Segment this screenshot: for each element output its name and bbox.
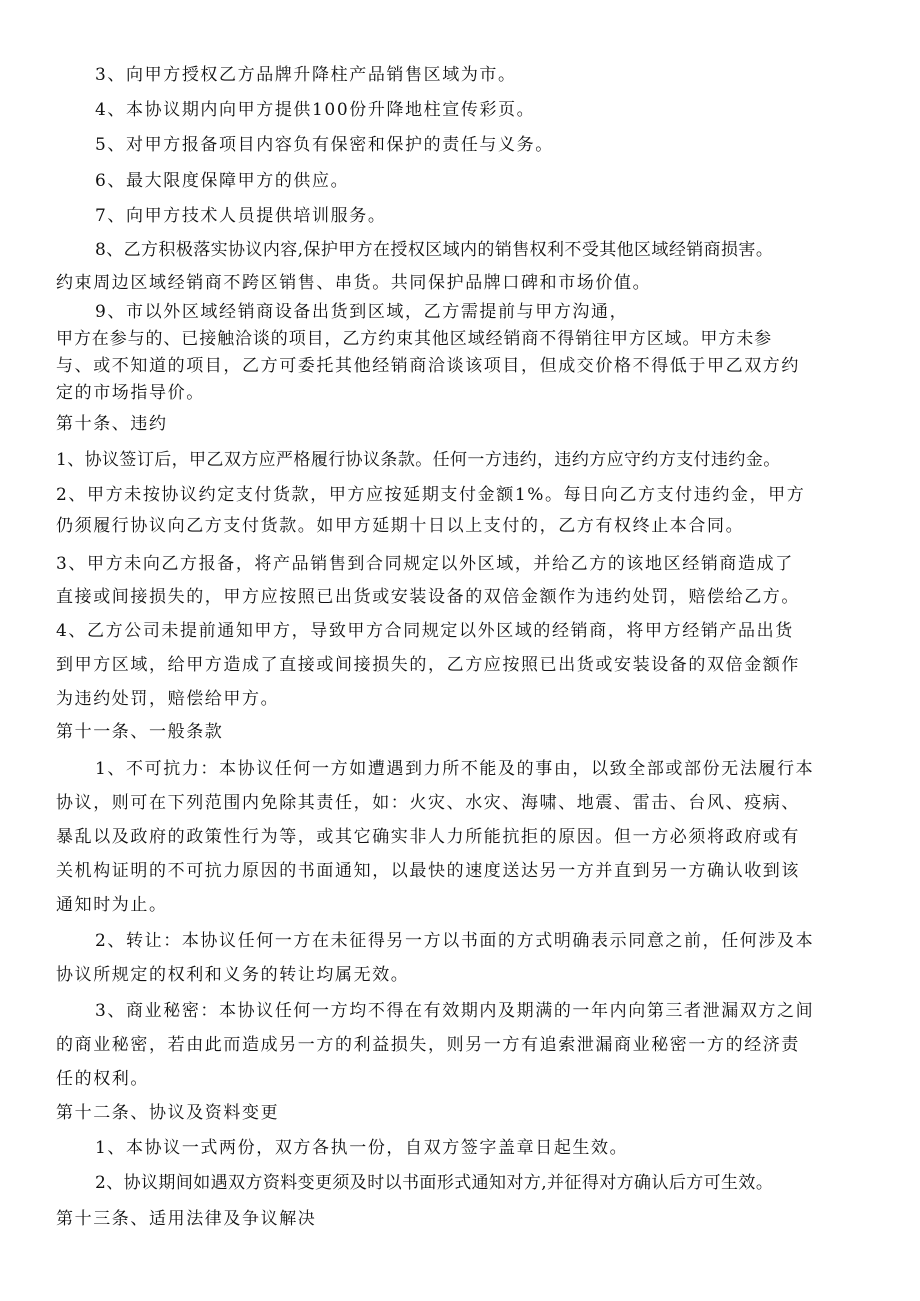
clause-line: 约束周边区域经销商不跨区销售、串货。共同保护品牌口碑和市场价值。 <box>56 273 652 293</box>
clause-line: 到甲方区域，给甲方造成了直接或间接损失的，乙方应按照已出货或安装设备的双倍金额作 <box>56 655 800 675</box>
clause-line: 3、甲方未向乙方报备，将产品销售到合同规定以外区域，并给乙方的该地区经销商造成了 <box>56 554 794 574</box>
clause-line: 2、转让：本协议任何一方在未征得另一方以书面的方式明确表示同意之前，任何涉及本 <box>95 931 815 951</box>
clause-line: 7、向甲方技术人员提供培训服务。 <box>95 206 387 226</box>
clause-line: 协议，则可在下列范围内免除其责任，如：火灾、水灾、海啸、地震、雷击、台风、疫病、 <box>56 793 800 813</box>
clause-line: 5、对甲方报备项目内容负有保密和保护的责任与义务。 <box>95 135 554 155</box>
clause-line: 8、乙方积极落实协议内容,保护甲方在授权区域内的销售权利不受其他区域经销商损害。 <box>95 240 774 260</box>
clause-line: 9、市以外区域经销商设备出货到区域，乙方需提前与甲方沟通， <box>95 302 629 322</box>
clause-line: 4、乙方公司未提前通知甲方，导致甲方合同规定以外区域的经销商，将甲方经销产品出货 <box>56 621 794 641</box>
clause-line: 3、商业秘密：本协议任何一方均不得在有效期内及期满的一年内向第三者泄漏双方之间 <box>95 1001 815 1021</box>
clause-line: 的商业秘密，若由此而造成另一方的利益损失，则另一方有追索泄漏商业秘密一方的经济责 <box>56 1035 800 1055</box>
clause-line: 6、最大限度保障甲方的供应。 <box>95 171 350 191</box>
clause-line: 与、或不知道的项目，乙方可委托其他经销商洽谈该项目，但成交价格不得低于甲乙双方约 <box>56 356 800 376</box>
clause-line: 2、甲方未按协议约定支付货款，甲方应按延期支付金额1%。每日向乙方支付违约金，甲方 <box>56 485 806 505</box>
clause-line: 3、向甲方授权乙方品牌升降柱产品销售区域为市。 <box>95 65 517 85</box>
clause-line: 定的市场指导价。 <box>56 383 205 403</box>
clause-line: 4、本协议期内向甲方提供100份升降地柱宣传彩页。 <box>95 100 536 120</box>
clause-line: 协议所规定的权利和义务的转让均属无效。 <box>56 965 410 985</box>
clause-line: 关机构证明的不可抗力原因的书面通知，以最快的速度送达另一方并直到另一方确认收到该 <box>56 861 800 881</box>
clause-line: 1、协议签订后，甲乙双方应严格履行协议条款。任何一方违约，违约方应守约方支付违约金。 <box>56 450 781 470</box>
section-heading: 第十条、违约 <box>56 414 168 434</box>
clause-line: 任的权利。 <box>56 1069 149 1089</box>
clause-line: 甲方在参与的、已接触洽谈的项目，乙方约束其他区域经销商不得销往甲方区域。甲方未参 <box>56 329 772 349</box>
clause-line: 1、不可抗力：本协议任何一方如遭遇到力所不能及的事由，以致全部或部份无法履行本 <box>95 759 815 779</box>
section-heading: 第十二条、协议及资料变更 <box>56 1103 280 1123</box>
clause-line: 仍须履行协议向乙方支付货款。如甲方延期十日以上支付的，乙方有权终止本合同。 <box>56 516 745 536</box>
section-heading: 第十一条、一般条款 <box>56 722 224 742</box>
clause-line: 2、协议期间如遇双方资料变更须及时以书面形式通知对方,并征得对方确认后方可生效。 <box>95 1173 774 1193</box>
clause-line: 直接或间接损失的，甲方应按照已出货或安装设备的双倍金额作为违约处罚，赔偿给乙方。 <box>56 587 800 607</box>
clause-line: 通知时为止。 <box>56 895 168 915</box>
section-heading: 第十三条、适用法律及争议解决 <box>56 1209 317 1229</box>
clause-line: 暴乱以及政府的政策性行为等，或其它确实非人力所能抗拒的原因。但一方必须将政府或有 <box>56 827 800 847</box>
clause-line: 1、本协议一式两份，双方各执一份，自双方签字盖章日起生效。 <box>95 1138 629 1158</box>
clause-line: 为违约处罚，赔偿给甲方。 <box>56 689 280 709</box>
